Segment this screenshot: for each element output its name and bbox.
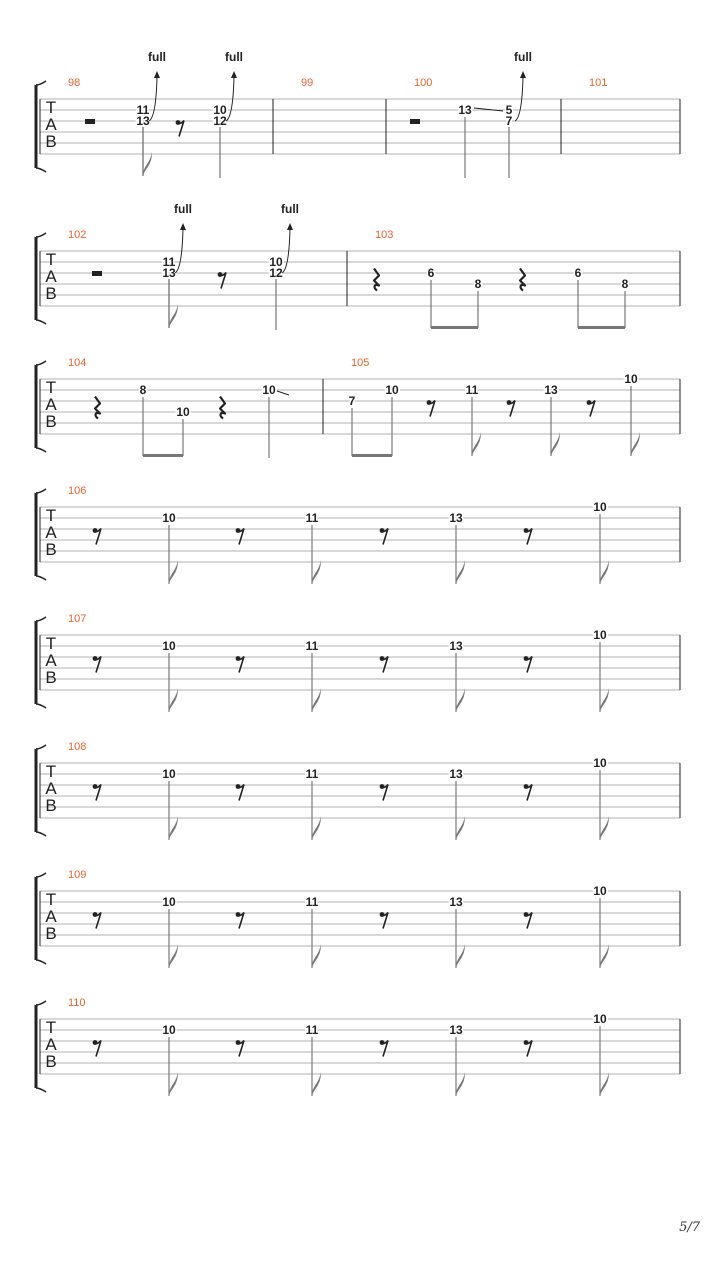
tab-clef-letter: B — [45, 668, 57, 687]
note-flag — [169, 944, 178, 968]
measure — [301, 77, 313, 89]
measure — [68, 485, 609, 584]
fret-number: 13 — [449, 639, 463, 653]
half-rest — [92, 271, 102, 276]
measure-number: 104 — [68, 357, 87, 369]
fret-number: 11 — [465, 383, 479, 397]
note-flag — [600, 688, 609, 712]
fret-number: 6 — [427, 266, 435, 280]
tab-clef-letter: B — [45, 1052, 57, 1071]
bend-arrow — [180, 223, 186, 230]
fret-number: 13 — [449, 767, 463, 781]
fret-number: 10 — [624, 372, 638, 386]
fret-number: 13 — [449, 511, 463, 525]
note-flag — [312, 1072, 321, 1096]
fret-number: 11 — [305, 1023, 319, 1037]
tab-clef-letter: T — [45, 506, 57, 525]
tab-clef-letter: A — [45, 779, 57, 798]
note-flag — [456, 688, 465, 712]
eighth-rest — [524, 656, 532, 672]
quarter-rest — [374, 269, 379, 291]
eighth-rest — [236, 528, 244, 544]
fret-number: 10 — [593, 500, 607, 514]
fret-number: 6 — [574, 266, 582, 280]
fret-number: 10 — [269, 255, 283, 269]
tab-clef-letter: A — [45, 651, 57, 670]
note-flag — [143, 152, 152, 176]
measure — [374, 229, 629, 329]
eighth-rest — [218, 272, 226, 288]
eighth-rest — [380, 656, 388, 672]
tab-clef-letter: B — [45, 412, 57, 431]
tab-system — [36, 202, 680, 330]
fret-number: 10 — [162, 895, 176, 909]
fret-number: 10 — [176, 405, 190, 419]
note-beam — [352, 454, 392, 457]
note-flag — [551, 432, 560, 456]
fret-number: 10 — [162, 639, 176, 653]
tab-clef-letter: B — [45, 924, 57, 943]
note-beam — [578, 326, 625, 329]
measure-number: 100 — [414, 77, 433, 89]
note-beam — [431, 326, 478, 329]
tab-clef-letter: T — [45, 890, 57, 909]
tab-clef-letter: A — [45, 395, 57, 414]
eighth-rest — [507, 400, 515, 416]
fret-number: 13 — [449, 1023, 463, 1037]
measure — [68, 202, 299, 330]
tab-clef-letter: T — [45, 1018, 57, 1037]
tab-clef-letter: A — [45, 115, 57, 134]
measure-number: 106 — [68, 485, 87, 497]
note-flag — [600, 560, 609, 584]
bend-arrow — [154, 71, 160, 78]
tab-clef-letter: T — [45, 762, 57, 781]
fret-number: 7 — [505, 114, 513, 128]
note-flag — [312, 688, 321, 712]
fret-number: 10 — [593, 884, 607, 898]
measure — [68, 741, 609, 840]
eighth-rest — [380, 528, 388, 544]
tab-clef-letter: A — [45, 1035, 57, 1054]
tab-system — [36, 50, 680, 178]
tab-clef-letter: T — [45, 378, 57, 397]
fret-number: 8 — [474, 277, 482, 291]
eighth-rest — [93, 1040, 101, 1056]
tab-clef-letter: A — [45, 523, 57, 542]
measure — [68, 997, 609, 1096]
fret-number: 11 — [305, 895, 319, 909]
fret-number: 12 — [213, 114, 227, 128]
fret-number: 10 — [593, 756, 607, 770]
note-flag — [169, 304, 178, 328]
tab-system — [36, 485, 680, 584]
fret-number: 10 — [593, 1012, 607, 1026]
measure — [349, 357, 640, 457]
tab-system — [36, 997, 680, 1096]
fret-number: 11 — [162, 255, 176, 269]
half-rest — [410, 119, 420, 124]
eighth-rest — [176, 120, 184, 136]
eighth-rest — [93, 528, 101, 544]
tab-clef-letter: B — [45, 796, 57, 815]
fret-number: 10 — [593, 628, 607, 642]
measure-number: 105 — [351, 357, 370, 369]
eighth-rest — [587, 400, 595, 416]
quarter-rest — [220, 397, 225, 419]
fret-number: 5 — [505, 103, 513, 117]
measure-number: 101 — [589, 77, 608, 89]
note-flag — [600, 944, 609, 968]
eighth-rest — [236, 784, 244, 800]
tab-system — [36, 869, 680, 968]
fret-number: 13 — [458, 103, 472, 117]
half-rest — [85, 119, 95, 124]
tab-clef-letter: B — [45, 284, 57, 303]
note-flag — [312, 560, 321, 584]
note-beam — [143, 454, 183, 457]
slide-out-line — [277, 391, 289, 395]
measure-number: 108 — [68, 741, 87, 753]
eighth-rest — [236, 912, 244, 928]
tab-clef-letter: B — [45, 540, 57, 559]
fret-number: 8 — [139, 383, 147, 397]
fret-number: 11 — [305, 639, 319, 653]
fret-number: 13 — [449, 895, 463, 909]
bend-label: full — [174, 202, 192, 216]
measure — [410, 50, 532, 178]
eighth-rest — [236, 656, 244, 672]
fret-number: 10 — [213, 103, 227, 117]
bend-arrow — [520, 71, 526, 78]
quarter-rest — [95, 397, 100, 419]
measure-number: 98 — [68, 77, 81, 89]
eighth-rest — [427, 400, 435, 416]
bend-arrow — [231, 71, 237, 78]
tab-clef-letter: T — [45, 634, 57, 653]
tab-clef-letter: T — [45, 250, 57, 269]
fret-number: 10 — [162, 511, 176, 525]
eighth-rest — [524, 1040, 532, 1056]
note-flag — [456, 816, 465, 840]
fret-number: 8 — [621, 277, 629, 291]
measure-number: 110 — [68, 997, 86, 1009]
fret-number: 13 — [136, 114, 150, 128]
page-number: 5/7 — [679, 1220, 700, 1235]
note-flag — [312, 944, 321, 968]
tab-clef-letter: T — [45, 98, 57, 117]
note-flag — [631, 432, 640, 456]
measure — [68, 50, 243, 178]
bend-label: full — [148, 50, 166, 64]
measure — [68, 357, 289, 458]
eighth-rest — [380, 912, 388, 928]
eighth-rest — [93, 784, 101, 800]
eighth-rest — [93, 656, 101, 672]
fret-number: 12 — [269, 266, 283, 280]
measure — [589, 77, 607, 89]
note-flag — [169, 688, 178, 712]
eighth-rest — [524, 784, 532, 800]
tab-system — [36, 613, 680, 712]
fret-number: 10 — [162, 767, 176, 781]
fret-number: 13 — [162, 266, 176, 280]
quarter-rest — [520, 269, 525, 291]
note-flag — [456, 944, 465, 968]
note-flag — [169, 560, 178, 584]
eighth-rest — [380, 784, 388, 800]
measure — [68, 613, 609, 712]
note-flag — [169, 1072, 178, 1096]
measure-number: 103 — [375, 229, 394, 241]
bend-label: full — [514, 50, 532, 64]
note-flag — [456, 560, 465, 584]
note-flag — [600, 1072, 609, 1096]
fret-number: 10 — [162, 1023, 176, 1037]
slide-line — [474, 108, 503, 111]
fret-number: 11 — [305, 767, 319, 781]
fret-number: 11 — [136, 103, 150, 117]
tab-clef-letter: A — [45, 907, 57, 926]
fret-number: 13 — [544, 383, 558, 397]
bend-label: full — [281, 202, 299, 216]
eighth-rest — [524, 528, 532, 544]
fret-number: 11 — [305, 511, 319, 525]
note-flag — [312, 816, 321, 840]
tab-system — [36, 357, 680, 458]
fret-number: 7 — [348, 394, 356, 408]
tab-clef-letter: A — [45, 267, 57, 286]
tab-system — [36, 741, 680, 840]
bend-label: full — [225, 50, 243, 64]
note-flag — [456, 1072, 465, 1096]
tab-clef-letter: B — [45, 132, 57, 151]
measure — [68, 869, 609, 968]
measure-number: 107 — [68, 613, 87, 625]
eighth-rest — [93, 912, 101, 928]
measure-number: 99 — [301, 77, 314, 89]
fret-number: 10 — [385, 383, 399, 397]
fret-number: 10 — [262, 383, 276, 397]
eighth-rest — [236, 1040, 244, 1056]
note-flag — [600, 816, 609, 840]
eighth-rest — [524, 912, 532, 928]
measure-number: 109 — [68, 869, 87, 881]
bend-arrow — [287, 223, 293, 230]
measure-number: 102 — [68, 229, 87, 241]
note-flag — [472, 432, 481, 456]
eighth-rest — [380, 1040, 388, 1056]
note-flag — [169, 816, 178, 840]
